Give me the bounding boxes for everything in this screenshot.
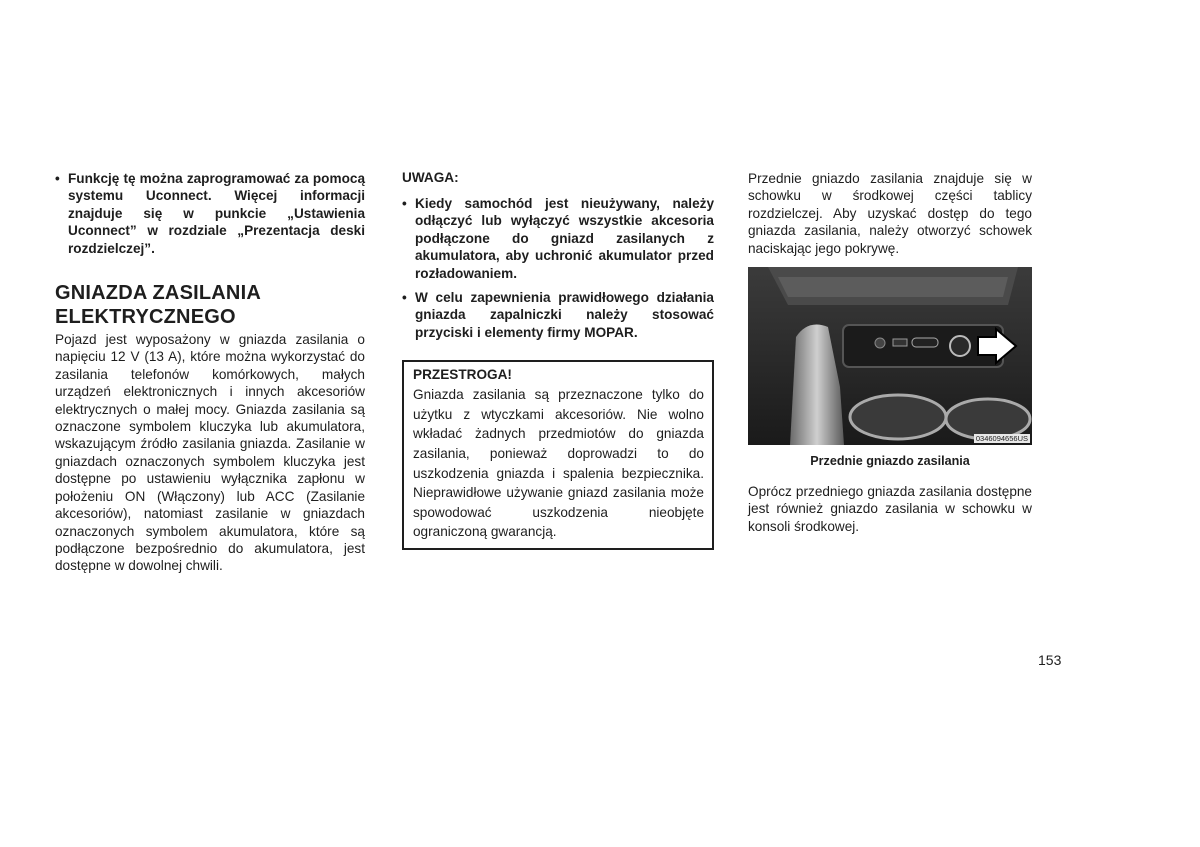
page-number: 153 bbox=[1038, 652, 1062, 668]
heading-line1: GNIAZDA ZASILANIA bbox=[55, 282, 261, 305]
uconnect-bullet bbox=[55, 170, 365, 257]
caution-text: Gniazda zasilania są przeznaczone tylko do użytku z wtyczkami akcesoriów. Nie wolno wkładać żadnych przedmiotów do gniazda zasilania, ponieważ doprowadzi to do uszkodzenia gniazda i spalenia bezpiecznika. Nieprawidłowe używanie gniazd zasilania może spowodować uszkodzenia nieobjęte ograniczoną gwarancją. bbox=[413, 387, 704, 540]
note-bullet-1 bbox=[402, 195, 714, 282]
section-heading bbox=[55, 281, 365, 329]
heading-line2: ELEKTRYCZNEGO bbox=[55, 306, 236, 329]
caution-title: PRZESTROGA! bbox=[413, 367, 512, 383]
bullet-dot: • bbox=[402, 290, 407, 306]
power-outlet-description: Pojazd jest wyposażony w gniazda zasilania o napięciu 12 V (13 A), które można wykorzystać do zasilania telefonów komórkowych, małych urządzeń elektronicznych i innych akcesoriów elektrycznych o małej mocy. Gniazda zasilania są oznaczone symbolem kluczyka lub akumulatora, wskazującym źródło zasilania gniazda. Zasilanie w gniazdach oznaczonych symbolem kluczyka jest dostępne po ustawieniu wyłącznika zapłonu w położeniu ON (Włączony) lub ACC (Zasilanie akcesoriów), natomiast zasilanie w gniazdach oznaczonych symbolem akumulatora, które są podłączone bezpośrednio do akumulatora, jest dostępne w dowolnej chwili. bbox=[55, 332, 365, 574]
uconnect-bullet-text: Funkcję tę można zaprogramować za pomocą systemu Uconnect. Więcej informacji znajduje się w punkcie „Ustawienia Uconnect” w rozdziale „Prezentacja deski rozdzielczej”. bbox=[68, 171, 365, 256]
note-title: UWAGA: bbox=[402, 170, 459, 185]
front-outlet-intro: Przednie gniazdo zasilania znajduje się w schowku w środkowej części tablicy rozdzielczej. Aby uzyskać dostęp do tego gniazda zasilania, należy otworzyć schowek naciskając jego pokrywę. bbox=[748, 171, 1032, 256]
bullet-dot: • bbox=[402, 196, 407, 211]
right-column bbox=[748, 170, 1032, 535]
note-bullet-1-text: Kiedy samochód jest nieużywany, należy odłączyć lub wyłączyć wszystkie akcesoria podłączone do gniazd zasilanych z akumulatora, aby uchronić akumulator przed rozładowaniem. bbox=[415, 196, 714, 281]
caution-box bbox=[402, 360, 714, 550]
bullet-dot: • bbox=[55, 171, 60, 186]
note-bullet-2 bbox=[402, 289, 714, 341]
power-outlet-photo bbox=[748, 267, 1032, 445]
figure-caption: Przednie gniazdo zasilania bbox=[810, 454, 970, 469]
console-illustration bbox=[748, 267, 1032, 445]
note-bullet-2-text: W celu zapewnienia prawidłowego działania gniazda zapalniczki należy stosować przyciski i elementy firmy MOPAR. bbox=[415, 290, 714, 340]
left-column bbox=[55, 170, 365, 575]
figure-code: 0346094656US bbox=[975, 434, 1028, 444]
middle-column bbox=[402, 170, 714, 550]
console-outlet-note: Oprócz przedniego gniazda zasilania dostępne jest również gniazdo zasilania w schowku w konsoli środkowej. bbox=[748, 484, 1032, 534]
